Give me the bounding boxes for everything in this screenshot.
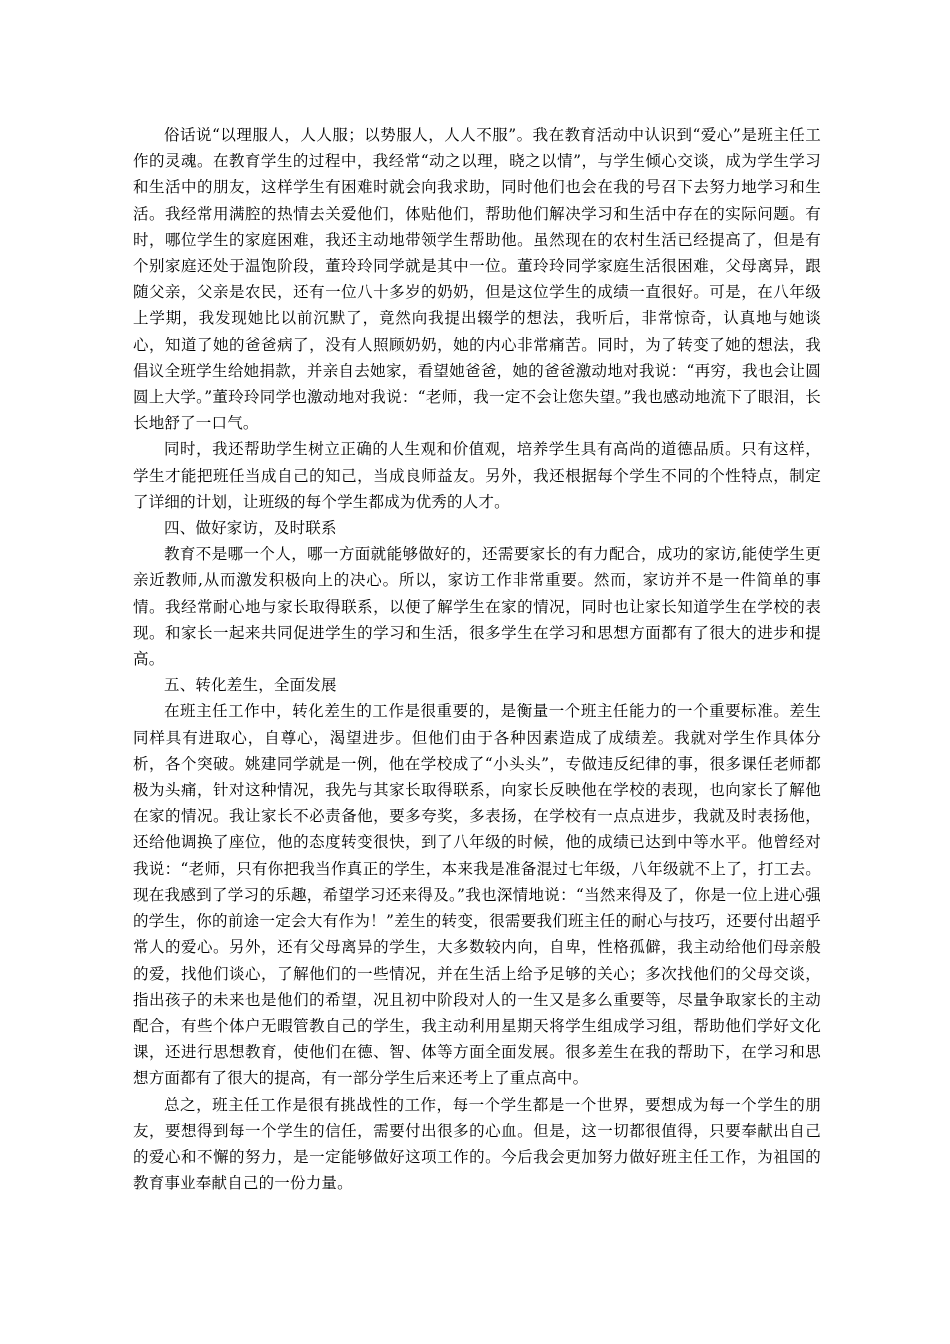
paragraph-struggling-students: 在班主任工作中，转化差生的工作是很重要的，是衡量一个班主任能力的一个重要标准。差生同样具有进取心，自尊心，渴望进步。但他们由于各种因素造成了成绩差。我就对学生作具体分析，各个突破。姚建同学就是一例，他在学校成了“小头头”，专做违反纪律的事，很多课任老师都极为头痛，针对这种情况，我先与其家长取得联系，向家长反映他在学校的表现，也向家长了解他在家的情况。我让家长不必责备他，要多夸奖，多表扬，在学校有一点点进步，我就及时表扬他，还给他调换了座位，他的态度转变很快，到了八年级的时候，他的成绩已达到中等水平。他曾经对我说：“老师，只有你把我当作真正的学生，本来我是准备混过七年级，八年级就不上了，打工去。现在我感到了学习的乐趣，希望学习还来得及。”我也深情地说：“当然来得及了，你是一位上进心强的学生，你的前途一定会大有作为！”差生的转变，很需要我们班主任的耐心与技巧，还要付出超乎常人的爱心。另外，还有父母离异的学生，大多数较内向，自卑，性格孤僻，我主动给他们母亲般的爱，找他们谈心，了解他们的一些情况，并在生活上给予足够的关心；多次找他们的父母交谈，指出孩子的未来也是他们的希望，况且初中阶段对人的一生又是多么重要等，尽量争取家长的主动配合，有些个体户无暇管教自己的学生，我主动利用星期天将学生组成学习组，帮助他们学好文化课，还进行思想教育，使他们在德、智、体等方面全面发展。很多差生在我的帮助下，在学习和思想方面都有了很大的提高，有一部分学生后来还考上了重点高中。 <box>133 702 821 1088</box>
paragraph-home-visits: 教育不是哪一个人，哪一方面就能够做好的，还需要家长的有力配合，成功的家访,能使学生更亲近教师,从而激发积极向上的决心。所以，家访工作非常重要。然而，家访并不是一件简单的事情。我经常耐心地与家长取得联系，以便了解学生在家的情况，同时也让家长知道学生在学校的表现。和家长一起来共同促进学生的学习和生活，很多学生在学习和思想方面都有了很大的进步和提高。 <box>133 545 821 669</box>
section-heading-struggling-students: 五、转化差生，全面发展 <box>164 676 337 695</box>
paragraph-love-as-soul: 俗话说“以理服人，人人服；以势服人，人人不服”。我在教育活动中认识到“爱心”是班主任工作的灵魂。在教育学生的过程中，我经常“动之以理，晓之以情”，与学生倾心交谈，成为学生学习和生活中的朋友，这样学生有困难时就会向我求助，同时他们也会在我的号召下去努力地学习和生活。我经常用满腔的热情去关爱他们，体贴他们，帮助他们解决学习和生活中存在的实际问题。有时，哪位学生的家庭困难，我还主动地带领学生帮助他。虽然现在的农村生活已经提高了，但是有个别家庭还处于温饱阶段，董玲玲同学就是其中一位。董玲玲同学家庭生活很困难，父母离异，跟随父亲，父亲是农民，还有一位八十多岁的奶奶，但是这位学生的成绩一直很好。可是，在八年级上学期，我发现她比以前沉默了，竟然向我提出辍学的想法，我听后，非常惊奇，认真地与她谈心，知道了她的爸爸病了，没有人照顾奶奶，她的内心非常痛苦。同时，为了转变了她的想法，我倡议全班学生给她捐款，并亲自去她家，看望她爸爸，她的爸爸激动地对我说：“再穷，我也会让圆圆上大学。”董玲玲同学也激动地对我说：“老师，我一定不会让您失望。”我也感动地流下了眼泪，长长地舒了一口气。 <box>133 126 821 433</box>
section-heading-home-visits: 四、做好家访，及时联系 <box>164 519 337 538</box>
paragraph-values-education: 同时，我还帮助学生树立正确的人生观和价值观，培养学生具有高尚的道德品质。只有这样，学生才能把班任当成自己的知己，当成良师益友。另外，我还根据每个学生不同的个性特点，制定了详细的计划，让班级的每个学生都成为优秀的人才。 <box>133 440 821 511</box>
document-page <box>133 122 821 1196</box>
paragraph-conclusion: 总之，班主任工作是很有挑战性的工作，每一个学生都是一个世界，要想成为每一个学生的朋友，要想得到每一个学生的信任，需要付出很多的心血。但是，这一切都很值得，只要奉献出自己的爱心和不懈的努力，是一定能够做好这项工作的。今后我会更加努力做好班主任工作，为祖国的教育事业奉献自己的一份力量。 <box>133 1095 821 1193</box>
